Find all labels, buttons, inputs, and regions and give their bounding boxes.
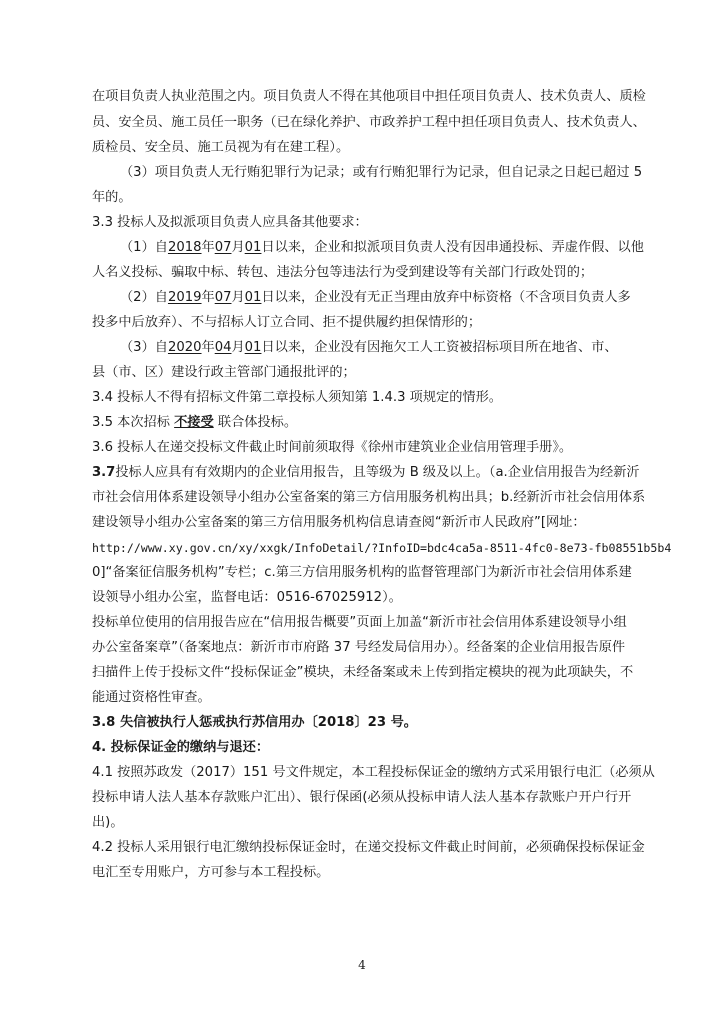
section-4-2: 4.2 投标人采用银行电汇缴纳投标保证金时，在递交投标文件截止时间前，必须确保投标保证金 bbox=[92, 840, 645, 855]
section-3-6: 3.6 投标人在递交投标文件截止时间前须取得《徐州市建筑业企业信用管理手册》。 bbox=[92, 440, 573, 455]
date-year: 2019 bbox=[167, 290, 202, 305]
section-number: 3.7 bbox=[92, 465, 116, 480]
text-line: 办公室备案章”（备案地点：新沂市市府路 37 号经发局信用办）。经备案的企业信用报告原件 bbox=[92, 640, 626, 655]
text: 月 bbox=[231, 290, 245, 305]
section-4-heading: 4. 投标保证金的缴纳与退还： bbox=[92, 740, 270, 755]
date-day: 01 bbox=[244, 240, 262, 255]
text-line: 建设领导小组办公室备案的第三方信用服务机构信息请查阅“新沂市人民政府”[网址： bbox=[92, 515, 586, 530]
page-number: 4 bbox=[358, 958, 366, 972]
text-line: 在项目负责人执业范围之内。项目负责人不得在其他项目中担任项目负责人、技术负责人、质检 bbox=[92, 89, 646, 104]
text-line: 人名义投标、骗取中标、转包、违法分包等违法行为受到建设等有关部门行政处罚的； bbox=[92, 265, 594, 280]
section-4-1: 4.1 按照苏政发（2017）151 号文件规定，本工程投标保证金的缴纳方式采用银行电汇（必须从 bbox=[92, 765, 655, 780]
text-line: 投多中后放弃）、不与招标人订立合同、拒不提供履约担保情形的； bbox=[92, 315, 482, 330]
text-line: 县（市、区）建设行政主管部门通报批评的； bbox=[92, 365, 356, 380]
text-line: 投标单位使用的信用报告应在“信用报告概要”页面上加盖“新沂市社会信用体系建设领导小组 bbox=[92, 615, 627, 630]
section-3-4: 3.4 投标人不得有招标文件第二章投标人须知第 1.4.3 项规定的情形。 bbox=[92, 390, 502, 405]
requirement-1 bbox=[120, 238, 644, 258]
text: （3）自 bbox=[120, 340, 168, 355]
date-month: 04 bbox=[214, 340, 232, 355]
text: 日以来，企业没有因拖欠工人工资被招标项目所在地省、市、 bbox=[261, 340, 618, 355]
requirement-2 bbox=[120, 288, 631, 308]
text-line: 投标申请人法人基本存款账户汇出）、银行保函(必须从投标申请人法人基本存款账户开户行开 bbox=[92, 790, 632, 805]
section-3-7 bbox=[92, 463, 640, 483]
text-line: （3）项目负责人无行贿犯罪行为记录；或有行贿犯罪行为记录，但自记录之日起已超过 5 bbox=[120, 165, 643, 180]
requirement-3 bbox=[120, 338, 618, 358]
text: 日以来，企业没有无正当理由放弃中标资格（不含项目负责人多 bbox=[261, 290, 631, 305]
section-3-3: 3.3 投标人及拟派项目负责人应具备其他要求： bbox=[92, 215, 368, 230]
text-line: 年的。 bbox=[92, 190, 132, 205]
text-line: 扫描件上传于投标文件“投标保证金”模块，未经备案或未上传到指定模块的视为此项缺失，不 bbox=[92, 665, 634, 680]
text: 年 bbox=[201, 240, 215, 255]
date-year: 2018 bbox=[167, 240, 202, 255]
text: 联合体投标。 bbox=[217, 415, 298, 430]
text-line: 0]“备案征信服务机构”专栏；c.第三方信用服务机构的监督管理部门为新沂市社会信用体系建 bbox=[92, 565, 632, 580]
url-line: http://www.xy.gov.cn/xy/xxgk/InfoDetail/?InfoID=bdc4ca5a-8511-4fc0-8e73-fb08551b5b4 bbox=[92, 541, 672, 555]
text-line: 出)。 bbox=[92, 815, 124, 830]
text: 日以来，企业和拟派项目负责人没有因串通投标、弄虚作假、以他 bbox=[261, 240, 644, 255]
section-3-5 bbox=[92, 413, 297, 433]
date-day: 01 bbox=[244, 290, 262, 305]
text-line: 设领导小组办公室，监督电话：0516-67025912）。 bbox=[92, 590, 402, 605]
text: 投标人应具有有效期内的企业信用报告，且等级为 B 级及以上。（a.企业信用报告为经新沂 bbox=[115, 465, 640, 480]
text: （1）自 bbox=[120, 240, 168, 255]
date-day: 01 bbox=[244, 340, 262, 355]
text-line: 员、安全员、施工员任一职务（已在绿化养护、市政养护工程中担任项目负责人、技术负责人、 bbox=[92, 115, 646, 130]
text: 月 bbox=[231, 240, 245, 255]
date-month: 07 bbox=[214, 240, 232, 255]
text: 月 bbox=[231, 340, 245, 355]
text: 3.5 本次招标 bbox=[92, 415, 170, 430]
text: 年 bbox=[201, 340, 215, 355]
text-line: 能通过资格性审查。 bbox=[92, 690, 211, 705]
not-accepted-emphasis: 不接受 bbox=[174, 415, 214, 430]
text: 年 bbox=[201, 290, 215, 305]
text-line: 质检员、安全员、施工员视为有在建工程）。 bbox=[92, 140, 350, 155]
text-line: 市社会信用体系建设领导小组办公室备案的第三方信用服务机构出具；b.经新沂市社会信用体系 bbox=[92, 490, 646, 505]
date-month: 07 bbox=[214, 290, 232, 305]
date-year: 2020 bbox=[167, 340, 202, 355]
section-3-8: 3.8 失信被执行人惩戒执行苏信用办〔2018〕23 号。 bbox=[92, 715, 417, 730]
text-line: 电汇至专用账户，方可参与本工程投标。 bbox=[92, 865, 330, 880]
text: （2）自 bbox=[120, 290, 168, 305]
